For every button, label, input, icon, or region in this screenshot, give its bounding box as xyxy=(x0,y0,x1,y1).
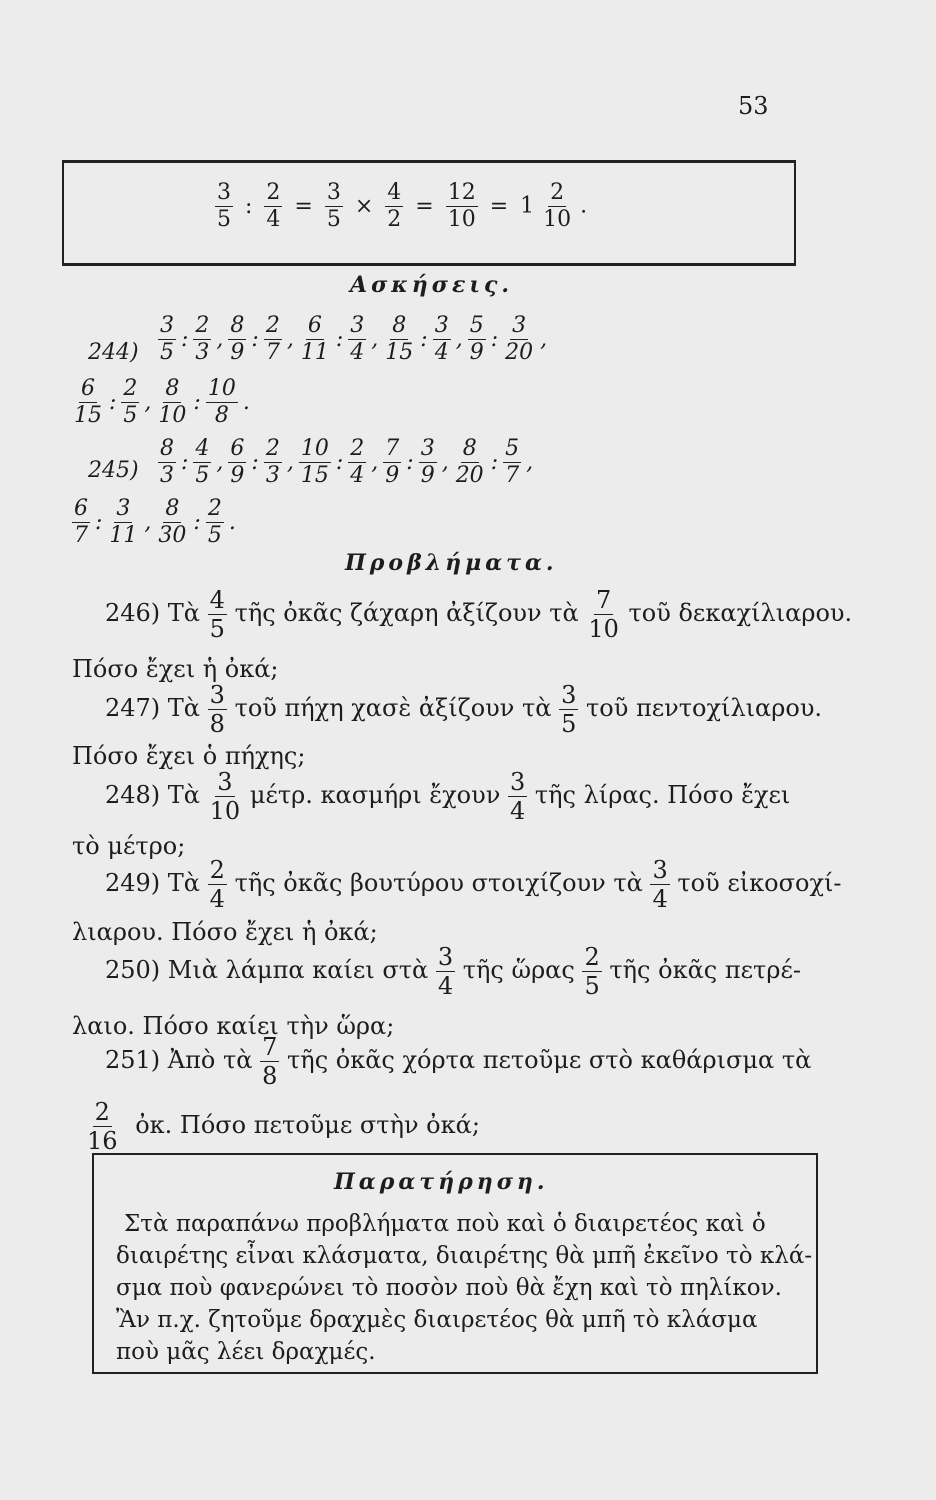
fraction: $\frac{2}{4}$ xyxy=(209,856,225,913)
operator: : xyxy=(335,449,344,475)
fraction: $\frac{6}{9}$ xyxy=(230,436,245,488)
problem-247: 247) Τὰ $\frac{3}{8}$ τοῦ πήχη χασὲ ἀξίζουν τὰ $\frac{3}{5}$ τοῦ πεντοχίλιαρου. xyxy=(105,681,823,738)
fraction: $\frac{3}{9}$ xyxy=(420,436,435,488)
fraction: $\frac{2}{16}$ xyxy=(87,1098,118,1155)
problem-250: 250) Μιὰ λάμπα καίει στὰ $\frac{3}{4}$ τῆς ὥρας $\frac{2}{5}$ τῆς ὀκᾶς πετρέ- xyxy=(105,943,801,1000)
problem-246-question: Πόσο ἔχει ἡ ὀκά; xyxy=(72,655,279,683)
fraction: $\frac{12}{10}$ xyxy=(447,180,476,232)
operator: : xyxy=(251,326,259,352)
fraction: $\frac{2}{7}$ xyxy=(265,313,280,365)
fraction: $\frac{8}{20}$ xyxy=(455,436,484,488)
fraction: $\frac{3}{20}$ xyxy=(505,313,534,365)
operator: . xyxy=(242,389,250,415)
fraction: $\frac{2}{5}$ xyxy=(207,496,222,548)
fraction: $\frac{2}{5}$ xyxy=(584,943,600,1000)
example-equation: $\frac{3}{5}$ : $\frac{2}{4}$ = $\frac{3}{5}$ × $\frac{4}{2}$ = $\frac{12}{10}$ = 1 $\frac{2}{10}$ . xyxy=(217,180,588,232)
operator: : xyxy=(109,389,117,415)
fraction: $\frac{5}{7}$ xyxy=(505,436,520,488)
problem-249-question: λιαρου. Πόσο ἔχει ἡ ὀκά; xyxy=(72,918,378,946)
fraction: $\frac{8}{10}$ xyxy=(158,376,187,428)
problem-249: 249) Τὰ $\frac{2}{4}$ τῆς ὀκᾶς βουτύρου στοιχίζουν τὰ $\frac{3}{4}$ τοῦ εἰκοσοχί- xyxy=(105,856,842,913)
fraction: $\frac{2}{3}$ xyxy=(195,313,210,365)
operator: : xyxy=(193,389,201,415)
fraction: $\frac{8}{15}$ xyxy=(385,313,414,365)
remark-line: σμα ποὺ φανερώνει τὸ ποσὸν ποὺ θὰ ἔχη καὶ τὸ πηλίκον. xyxy=(116,1275,782,1301)
fraction: $\frac{8}{9}$ xyxy=(230,313,245,365)
fraction: $\frac{10}{15}$ xyxy=(300,436,329,488)
operator: , xyxy=(371,326,379,352)
fraction: $\frac{3}{5}$ xyxy=(561,681,577,738)
exercise-244-label: 244) xyxy=(88,340,139,365)
problems-heading: Προβλήματα. xyxy=(345,550,558,576)
operator: , xyxy=(216,326,224,352)
operator: , xyxy=(144,509,152,535)
operator: , xyxy=(526,449,534,475)
fraction: $\frac{3}{4}$ xyxy=(652,856,668,913)
exercise-244-row1 xyxy=(158,315,552,364)
fraction: $\frac{3}{10}$ xyxy=(209,768,241,825)
fraction: $\frac{2}{3}$ xyxy=(265,436,280,488)
fraction: $\frac{5}{9}$ xyxy=(469,313,484,365)
fraction: $\frac{6}{7}$ xyxy=(74,496,88,548)
problem-250-question: λαιο. Πόσο καίει τὴν ὥρα; xyxy=(72,1012,395,1040)
fraction: $\frac{3}{5}$ xyxy=(326,180,341,232)
problem-247-question: Πόσο ἔχει ὁ πήχης; xyxy=(72,742,306,770)
fraction: $\frac{3}{5}$ xyxy=(217,180,231,232)
fraction: $\frac{7}{10}$ xyxy=(588,586,619,643)
problem-248: 248) Τὰ $\frac{3}{10}$ μέτρ. κασμήρι ἔχουν $\frac{3}{4}$ τῆς λίρας. Πόσο ἔχει xyxy=(105,768,791,825)
operator: , xyxy=(455,326,463,352)
fraction: $\frac{4}{5}$ xyxy=(209,586,225,643)
remark-line: ποὺ μᾶς λέει δραχμές. xyxy=(116,1339,376,1365)
operator: , xyxy=(144,389,152,415)
operator: : xyxy=(181,326,189,352)
exercise-245-row1 xyxy=(158,438,538,487)
problem-251-continuation: $\frac{2}{16}$ ὀκ. Πόσο πετοῦμε στὴν ὀκά; xyxy=(87,1098,480,1155)
operator: , xyxy=(286,326,294,352)
fraction: $\frac{3}{5}$ xyxy=(160,313,174,365)
page-number: 53 xyxy=(738,92,769,120)
problem-246: 246) Τὰ $\frac{4}{5}$ τῆς ὀκᾶς ζάχαρη ἀξίζουν τὰ $\frac{7}{10}$ τοῦ δεκαχίλιαρου. xyxy=(105,586,853,643)
operator: , xyxy=(286,449,294,475)
operator: : xyxy=(181,449,189,475)
fraction: $\frac{10}{8}$ xyxy=(207,376,236,428)
fraction: $\frac{4}{5}$ xyxy=(195,436,210,488)
fraction: $\frac{2}{10}$ xyxy=(543,180,572,232)
fraction: $\frac{4}{2}$ xyxy=(387,180,402,232)
fraction: $\frac{7}{9}$ xyxy=(385,436,400,488)
operator: : xyxy=(251,449,259,475)
fraction: $\frac{8}{30}$ xyxy=(158,496,187,548)
problem-248-question: τὸ μέτρο; xyxy=(72,832,186,860)
operator: : xyxy=(193,509,201,535)
exercise-245-label: 245) xyxy=(88,458,139,483)
fraction: $\frac{8}{3}$ xyxy=(160,436,174,488)
exercises-heading: Ασκήσεις. xyxy=(350,272,514,298)
fraction: $\frac{3}{4}$ xyxy=(350,313,365,365)
operator: . xyxy=(228,509,236,535)
operator: : xyxy=(490,326,499,352)
operator: : xyxy=(335,326,344,352)
fraction: $\frac{6}{11}$ xyxy=(300,313,329,365)
remark-box xyxy=(92,1153,818,1374)
fraction: $\frac{7}{8}$ xyxy=(262,1033,278,1090)
fraction: $\frac{2}{4}$ xyxy=(266,180,281,232)
fraction: $\frac{3}{11}$ xyxy=(109,496,138,548)
remark-line: Στὰ παραπάνω προβλήματα ποὺ καὶ ὁ διαιρετέος καὶ ὁ xyxy=(124,1211,766,1237)
remark-line: διαιρέτης εἶναι κλάσματα, διαιρέτης θὰ μπῆ ἐκεῖνο τὸ κλά- xyxy=(116,1243,813,1269)
remark-heading: Παρατήρηση. xyxy=(334,1169,549,1195)
fraction: $\frac{6}{15}$ xyxy=(74,376,102,428)
operator: , xyxy=(441,449,449,475)
operator: : xyxy=(490,449,499,475)
exercise-245-row2 xyxy=(72,498,241,547)
fraction: $\frac{2}{5}$ xyxy=(123,376,138,428)
operator: : xyxy=(406,449,414,475)
fraction: $\frac{2}{4}$ xyxy=(350,436,365,488)
exercise-244-row2 xyxy=(72,378,255,427)
fraction: $\frac{3}{4}$ xyxy=(434,313,449,365)
operator: , xyxy=(216,449,224,475)
operator: : xyxy=(95,509,103,535)
fraction: $\frac{3}{4}$ xyxy=(437,943,454,1000)
operator: : xyxy=(420,326,428,352)
problem-251: 251) Ἀπὸ τὰ $\frac{7}{8}$ τῆς ὀκᾶς χόρτα πετοῦμε στὸ καθάρισμα τὰ xyxy=(105,1033,812,1090)
operator: , xyxy=(540,326,548,352)
remark-line: Ἂν π.χ. ζητοῦμε δραχμὲς διαιρετέος θὰ μπῆ τὸ κλάσμα xyxy=(116,1307,758,1333)
fraction: $\frac{3}{8}$ xyxy=(209,681,225,738)
fraction: $\frac{3}{4}$ xyxy=(509,768,526,825)
operator: , xyxy=(371,449,379,475)
